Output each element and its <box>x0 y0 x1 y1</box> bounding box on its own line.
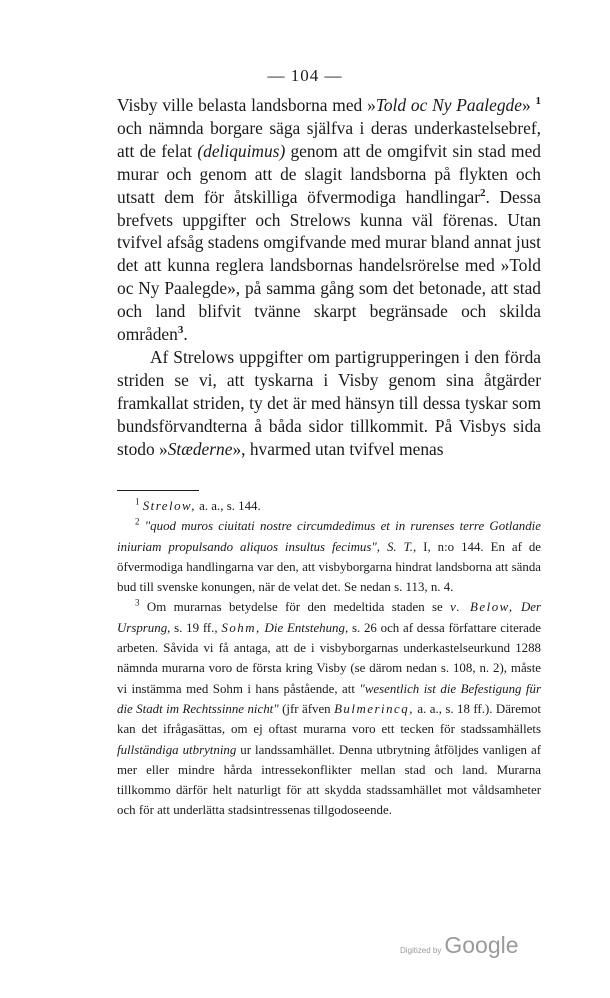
footnote-ref-2: 2 <box>479 186 486 199</box>
footnotes <box>117 496 541 821</box>
footnote-ref-1: 1 <box>535 95 541 108</box>
footnote-2: $^2$ "quod muros ciuitati nostre circumdedimus et in rurenses terre Gotlandie iniuriam propulsando aliquos insultus fecimus", S. T., I, n:o 144. En af de öfvermodiga handlingarna var den, att visbyborgarna hindrat landsborna att sända bud till svenske konungen, när de velat det. Se nedan s. 113, n. 4. <box>117 517 541 595</box>
footnote-3: $^3$ Om murarnas betydelse för den medeltida staden se v. Below, Der Ursprung, s. 19 ff., Sohm, Die Entstehung, s. 26 och af dessa författare citerade arbeten. Såvida vi få antaga, att de i visbyborgarnas underkastelseurkund 1288 nämnda murarna voro de första kring Visby (se därom nedan s. 108, n. 2), måste vi instämma med Sohm i hans påstående, att "wesentlich ist die Befestigung für die Stadt im Rechtssinne nicht" (jfr äfven Bulmerincq, a. a., s. 18 ff.). Däremot kan det ifrågasättas, om ej oftast murarna voro ett tecken för stadssamhällets fullständiga utbrytning ur landssamhället. Denna utbrytning åtföljdes vanligen af mer eller mindre hårda intressekonflikter mellan stad och land. Murarna tillkommo därför helt naturligt för att skydda stadssamhället mot våldsamheter och för att underlätta stadsintressenas tillgodoseende. <box>117 598 541 818</box>
footnote-divider <box>117 490 199 491</box>
digitized-by-watermark: Digitized by Google <box>400 932 519 958</box>
footnote-ref-3: 3 <box>177 324 184 337</box>
page-number: — 104 — <box>267 66 343 85</box>
paragraph-1: Visby ville belasta landsborna med »Told oc Ny Paalegde» $^1$ och nämnda borgare säga själfva i deras underkastelsebref, att de felat (deliquimus) genom att de omgifvit sin stad med murar och genom att de slagit landsborna på flykten och utsatt dem för åtskilliga öfvermodiga handlingar$^2$. Dessa brefvets uppgifter och Strelows kunna väl förenas. Utan tvifvel afsåg stadens omgifvande med murar bland annat just det att kunna reglera landsbornas handelsrörelse med »Told oc Ny Paalegde», på samma gång som det betonade, att stad och land blifvit tvänne skarpt begränsade och skilda områden$^3$. <box>117 95 542 345</box>
body-text <box>117 94 541 461</box>
paragraph-2: Af Strelows uppgifter om partigrupperingen i den förda striden se vi, att tyskarna i Visby genom sina åtgärder framkallat striden, ty det är med hänsyn till dessa tyskar som bundsförvandterna å båda sidor tillkommit. På Visbys sida stodo »Stæderne», hvarmed utan tvifvel menas <box>117 346 541 459</box>
footnote-1: $^1$ Strelow, a. a., s. 144. <box>135 496 261 513</box>
google-logo: Google <box>444 932 519 958</box>
